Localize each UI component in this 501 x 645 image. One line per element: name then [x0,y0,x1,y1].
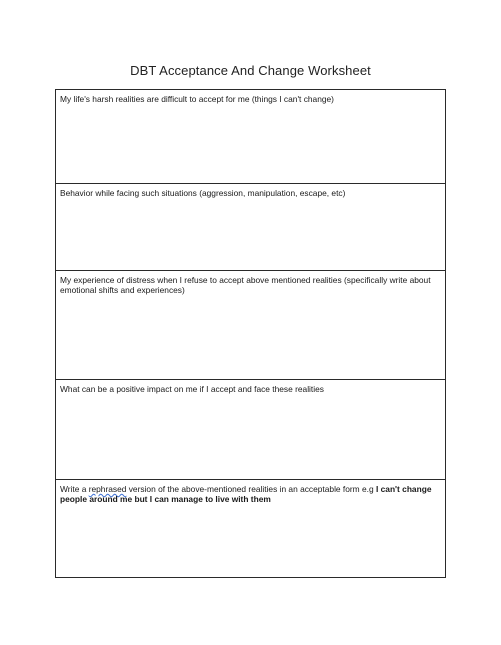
distress-experience-prompt: My experience of distress when I refuse to accept above mentioned realities (specifically write about emotional shifts and experiences) [60,275,431,295]
worksheet-row [56,480,446,578]
rephrase-cell[interactable] [56,480,446,578]
behavior-cell[interactable] [56,184,446,271]
worksheet-row [56,380,446,480]
rephrase-prompt-lead: Write a [60,484,89,494]
positive-impact-prompt: What can be a positive impact on me if I accept and face these realities [60,384,324,394]
positive-impact-cell[interactable] [56,380,446,480]
behavior-prompt: Behavior while facing such situations (aggression, manipulation, escape, etc) [60,188,346,198]
worksheet-row [56,271,446,380]
worksheet-table [55,89,446,578]
rephrase-flagged-word: rephrased [88,484,127,494]
page-title: DBT Acceptance And Change Worksheet [130,63,371,78]
rephrase-example: I can't change people around me but I can manage to live with them [60,484,432,504]
worksheet-row [56,90,446,184]
distress-experience-cell[interactable] [56,271,446,380]
harsh-realities-cell[interactable] [56,90,446,184]
worksheet-row [56,184,446,271]
rephrase-prompt-rest: version of the above-mentioned realities in an acceptable form e.g [126,484,376,494]
harsh-realities-prompt: My life's harsh realities are difficult to accept for me (things I can't change) [60,94,334,104]
